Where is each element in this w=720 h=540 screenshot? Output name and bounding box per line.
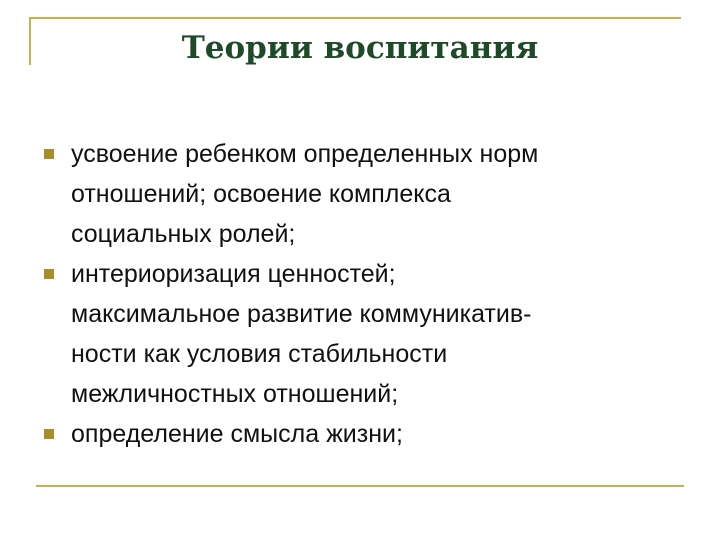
list-item xyxy=(44,414,684,454)
list-item-text xyxy=(71,414,684,454)
square-bullet-icon xyxy=(44,429,54,439)
text-line: интериоризация ценностей; xyxy=(71,260,396,288)
frame-top-line xyxy=(29,17,681,19)
square-bullet-icon xyxy=(44,149,54,159)
list-item-text xyxy=(71,134,684,254)
text-line: межличностных отношений; xyxy=(71,380,399,408)
frame-bottom-line xyxy=(36,485,684,487)
text-line: максимальное развитие коммуникатив- xyxy=(71,300,532,328)
bullet-list xyxy=(44,134,684,454)
text-line: усвоение ребенком определенных норм xyxy=(71,140,539,168)
text-line: социальных ролей; xyxy=(71,220,296,248)
list-item xyxy=(44,134,684,254)
list-item-text xyxy=(71,254,684,414)
text-line: определение смысла жизни; xyxy=(71,420,403,448)
text-line: отношений; освоение комплекса xyxy=(71,180,451,208)
square-bullet-icon xyxy=(44,269,54,279)
list-item xyxy=(44,254,684,414)
text-line: ности как условия стабильности xyxy=(71,340,448,368)
slide-title: Теории воспитания xyxy=(181,30,539,66)
